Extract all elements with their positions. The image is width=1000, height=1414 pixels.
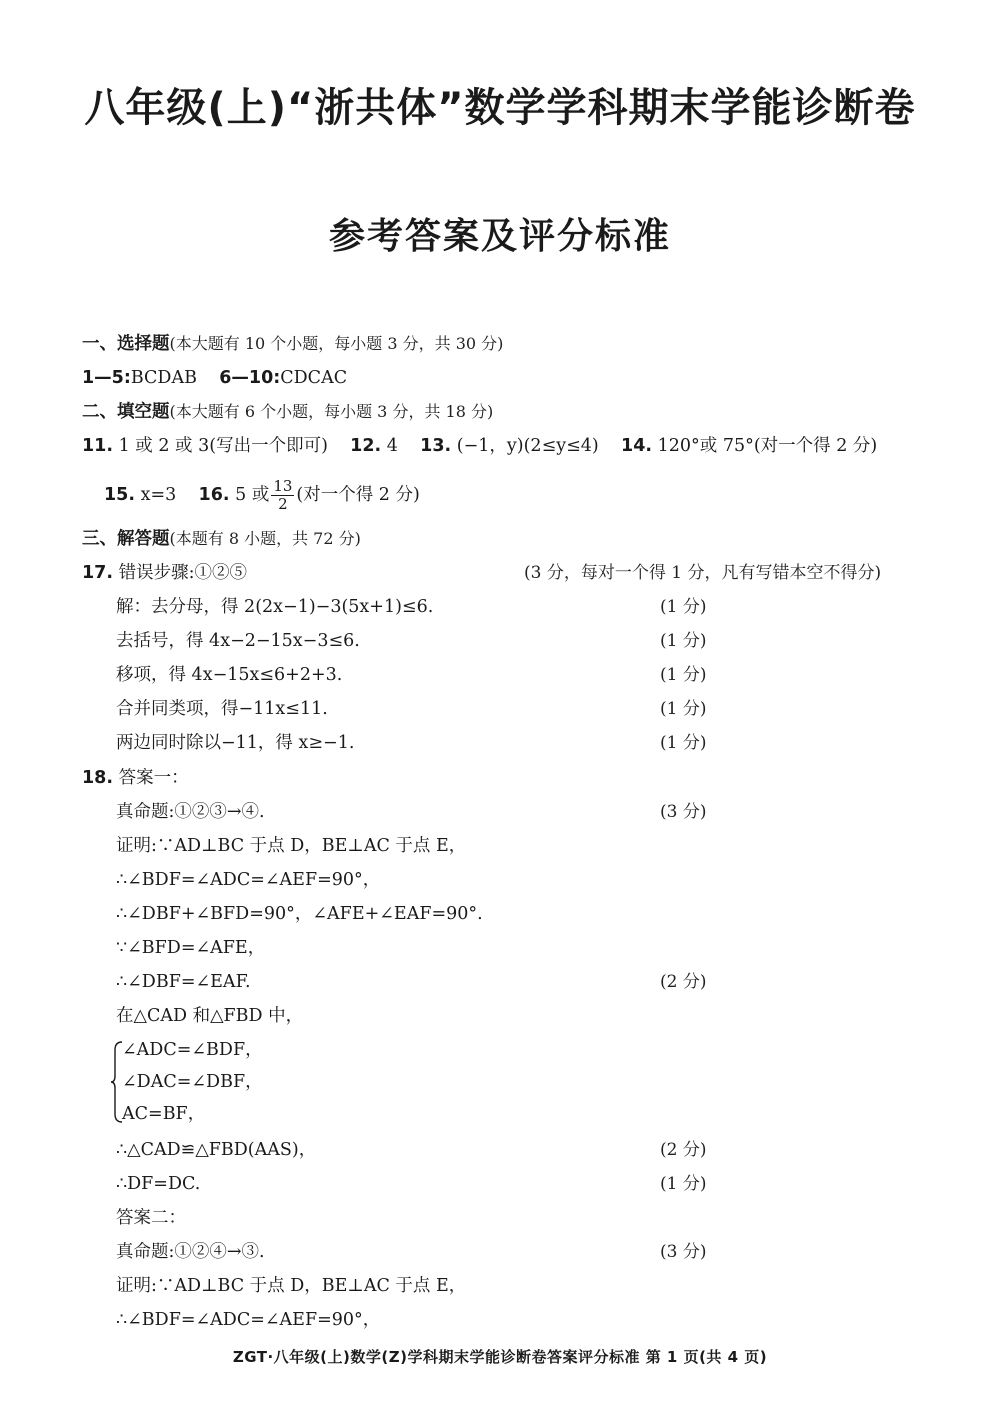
answers-2: CDCAC: [280, 368, 348, 388]
section1-title: 一、选择题: [82, 334, 170, 354]
q18-a1-brace-line-3: AC=BF，: [122, 1104, 206, 1124]
q18-a2-line-3: ∴∠BDF=∠ADC=∠AEF=90°，: [116, 1310, 381, 1330]
q18-a1-line-2: 证明:∵AD⊥BC 于点 D，BE⊥AC 于点 E，: [116, 836, 467, 856]
section3-heading: [82, 527, 361, 551]
q17-line-1: 解：去分母，得 2(2x−1)−3(5x+1)≤6.: [116, 597, 434, 617]
answers-1: BCDAB: [130, 368, 197, 388]
section1-note: (本大题有 10 个小题，每小题 3 分，共 30 分): [169, 334, 504, 353]
page-footer: ZGT·八年级(上)数学(Z)学科期末学能诊断卷答案评分标准 第 1 页(共 4 页): [232, 1348, 768, 1366]
q17-score-1: (1 分): [660, 597, 707, 617]
section3-note: (本题有 8 小题，共 72 分): [169, 529, 361, 548]
q17-score-4: (1 分): [660, 699, 707, 719]
answers-label-1: 1—5:: [82, 368, 131, 388]
document-title: 八年级(上)“浙共体”数学学科期末学能诊断卷: [84, 85, 916, 131]
q18-a1-line-7: 在△CAD 和△FBD 中，: [116, 1006, 304, 1026]
q17-number: 17.: [82, 563, 114, 583]
section2-heading: [82, 400, 493, 424]
q13-answer: (−1，y)(2≤y≤4): [456, 436, 599, 456]
q17-line-2: 去括号，得 4x−2−15x−3≤6.: [116, 631, 360, 651]
q13-number: 13.: [420, 436, 452, 456]
section2-row1: [82, 434, 877, 458]
q17-header: [82, 561, 247, 585]
section2-note: (本大题有 6 个小题，每小题 3 分，共 18 分): [169, 402, 494, 421]
q18-a1-score-9: (1 分): [660, 1174, 707, 1194]
q18-a1-score-1: (3 分): [660, 802, 707, 822]
section3-title: 三、解答题: [82, 529, 170, 549]
q14-number: 14.: [621, 436, 653, 456]
q18-a1-line-9: ∴DF=DC.: [116, 1174, 201, 1194]
q18-a1-line-4: ∴∠DBF+∠BFD=90°，∠AFE+∠EAF=90°.: [116, 904, 483, 924]
section2-title: 二、填空题: [82, 402, 170, 422]
q18-a2-score-1: (3 分): [660, 1242, 707, 1262]
answers-label-2: 6—10:: [219, 368, 281, 388]
q18-a1-line-1: 真命题:①②③→④.: [116, 802, 265, 822]
q18-a1-brace-line-1: ∠ADC=∠BDF，: [122, 1040, 263, 1060]
q17-line-4: 合并同类项，得−11x≤11.: [116, 699, 328, 719]
q14-answer: 120°或 75°(对一个得 2 分): [657, 436, 878, 456]
q17-error-steps: 错误步骤:①②⑤: [118, 563, 247, 583]
q16-answer-b: (对一个得 2 分): [296, 485, 420, 505]
q17-score-5: (1 分): [660, 733, 707, 753]
q17-score-3: (1 分): [660, 665, 707, 685]
q17-score-0: (3 分，每对一个得 1 分，凡有写错本空不得分): [524, 563, 882, 583]
q12-answer: 4: [386, 436, 398, 456]
q18-answer1-label: 答案一：: [118, 768, 189, 788]
q18-a1-brace-line-2: ∠DAC=∠DBF，: [122, 1072, 263, 1092]
q18-answer2-label: 答案二：: [116, 1208, 186, 1228]
q18-header: [82, 766, 189, 790]
q16-fraction-numerator: 13: [273, 477, 293, 495]
q18-a2-line-1: 真命题:①②④→③.: [116, 1242, 265, 1262]
q18-a2-line-2: 证明:∵AD⊥BC 于点 D，BE⊥AC 于点 E，: [116, 1276, 467, 1296]
document-subtitle: 参考答案及评分标准: [328, 216, 671, 257]
section1-heading: [82, 332, 503, 356]
q17-line-5: 两边同时除以−11，得 x≥−1.: [116, 733, 355, 753]
q16-number: 16.: [198, 485, 230, 505]
q18-a1-line-6: ∴∠DBF=∠EAF.: [116, 972, 251, 992]
q12-number: 12.: [350, 436, 382, 456]
q15-number: 15.: [104, 485, 136, 505]
q18-a1-line-8: ∴△CAD≌△FBD(AAS)，: [116, 1140, 317, 1160]
q17-score-2: (1 分): [660, 631, 707, 651]
q17-line-3: 移项，得 4x−15x≤6+2+3.: [116, 665, 343, 685]
section2-row2: [104, 478, 420, 513]
q18-a1-score-8: (2 分): [660, 1140, 707, 1160]
q16-fraction: [271, 478, 294, 513]
q16-fraction-denominator: 2: [278, 495, 288, 513]
q16-answer-a: 5 或: [235, 485, 270, 505]
q18-a1-score-6: (2 分): [660, 972, 707, 992]
q18-a1-line-3: ∴∠BDF=∠ADC=∠AEF=90°，: [116, 870, 381, 890]
q11-number: 11.: [82, 436, 114, 456]
q15-answer: x=3: [140, 485, 177, 505]
q18-number: 18.: [82, 768, 114, 788]
q11-answer: 1 或 2 或 3(写出一个即可): [118, 436, 328, 456]
section1-answers: [82, 366, 347, 390]
q18-a1-line-5: ∵∠BFD=∠AFE，: [116, 938, 266, 958]
